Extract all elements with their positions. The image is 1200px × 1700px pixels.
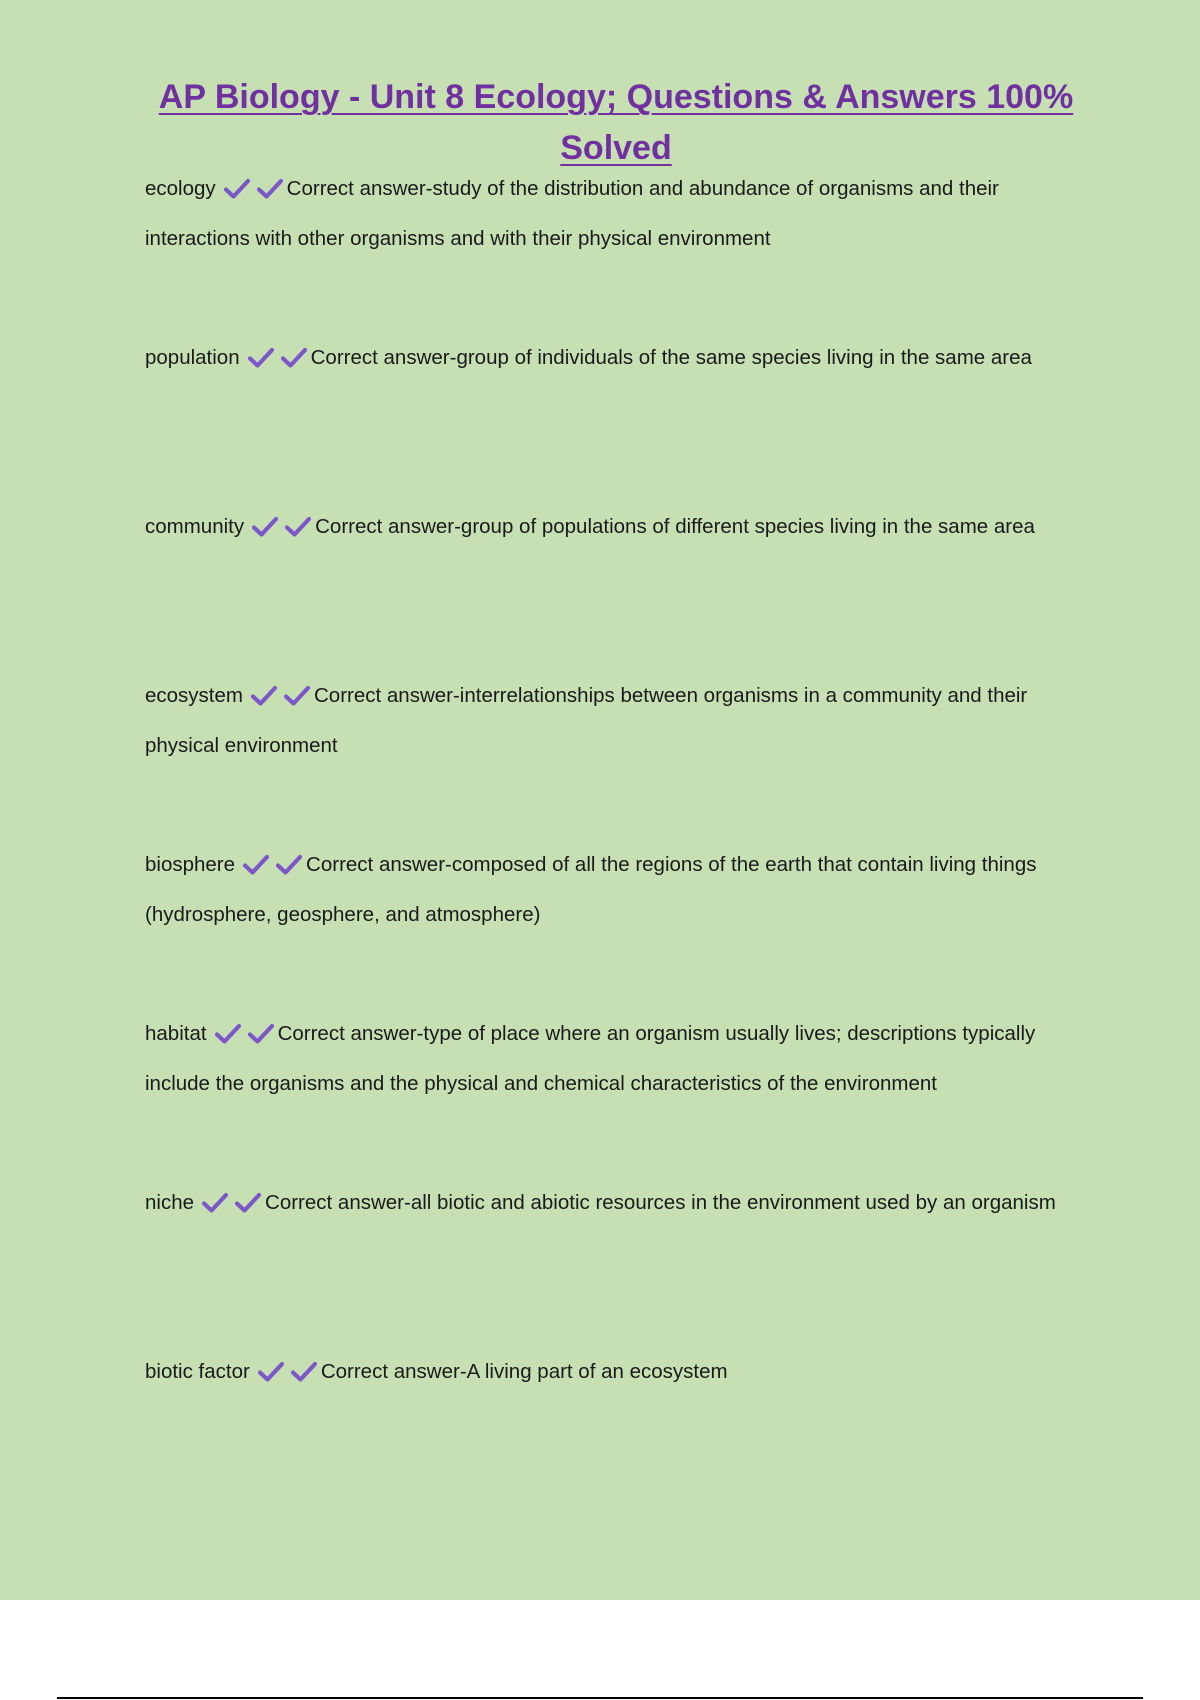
qa-entry	[145, 1180, 1095, 1306]
check-icon	[215, 1023, 241, 1045]
answer-prefix: Correct answer-	[265, 1191, 411, 1214]
check-icon	[235, 1192, 261, 1214]
answer-text: interrelationships between organisms in a community and their physical environment	[145, 684, 1028, 757]
term: community	[145, 515, 245, 538]
term: ecology	[145, 177, 216, 200]
qa-entry	[145, 842, 1095, 968]
term: biotic factor	[145, 1360, 250, 1383]
check-icon	[248, 1023, 274, 1045]
check-icon	[284, 685, 310, 707]
answer-prefix: Correct answer-	[310, 346, 457, 369]
answer-text: A living part of an ecosystem	[466, 1360, 728, 1383]
answer-text: type of place where an organism usually lives; descriptions typically include the organisms and the physical and chemical characteristics of the environment	[145, 1022, 1036, 1095]
check-icon	[285, 516, 311, 538]
footer-rule	[57, 1697, 1143, 1699]
document-title: AP Biology - Unit 8 Ecology; Questions & Answers 100% Solved	[158, 78, 1074, 167]
answer-prefix: Correct answer-	[306, 853, 452, 876]
check-icon	[276, 854, 302, 876]
qa-entry	[145, 335, 1095, 461]
term: biosphere	[145, 853, 236, 876]
qa-entry	[145, 504, 1095, 630]
check-icon	[224, 178, 250, 200]
qa-entry	[145, 1011, 1095, 1137]
check-icon-pair	[224, 171, 283, 216]
check-icon	[291, 1361, 317, 1383]
qa-entry	[145, 1349, 1095, 1475]
check-icon	[248, 347, 274, 369]
answer-prefix: Correct answer-	[315, 515, 461, 538]
answer-text: study of the distribution and abundance of organisms and their interactions with other organisms and with their physical environment	[145, 177, 999, 250]
check-icon-pair	[252, 509, 311, 554]
qa-entry	[145, 166, 1095, 292]
qa-list	[145, 166, 1095, 1475]
answer-prefix: Correct answer-	[320, 1360, 467, 1383]
check-icon	[202, 1192, 228, 1214]
answer-prefix: Correct answer-	[286, 177, 433, 200]
answer-prefix: Correct answer-	[313, 684, 460, 707]
check-icon	[281, 347, 307, 369]
check-icon-pair	[215, 1016, 274, 1061]
answer-text: composed of all the regions of the earth that contain living things (hydrosphere, geosphere, and atmosphere)	[145, 853, 1037, 926]
check-icon-pair	[243, 847, 302, 892]
check-icon	[257, 178, 283, 200]
check-icon	[258, 1361, 284, 1383]
answer-text: group of individuals of the same species living in the same area	[456, 346, 1032, 369]
check-icon-pair	[251, 678, 310, 723]
check-icon-pair	[202, 1185, 261, 1230]
term: population	[145, 346, 240, 369]
check-icon	[252, 516, 278, 538]
term: habitat	[145, 1022, 207, 1045]
answer-text: group of populations of different species living in the same area	[460, 515, 1035, 538]
answer-text: all biotic and abiotic resources in the environment used by an organism	[410, 1191, 1056, 1214]
answer-prefix: Correct answer-	[277, 1022, 424, 1045]
check-icon-pair	[248, 340, 307, 385]
term: ecosystem	[145, 684, 243, 707]
check-icon	[251, 685, 277, 707]
check-icon-pair	[258, 1354, 317, 1399]
qa-entry	[145, 673, 1095, 799]
check-icon	[243, 854, 269, 876]
term: niche	[145, 1191, 195, 1214]
